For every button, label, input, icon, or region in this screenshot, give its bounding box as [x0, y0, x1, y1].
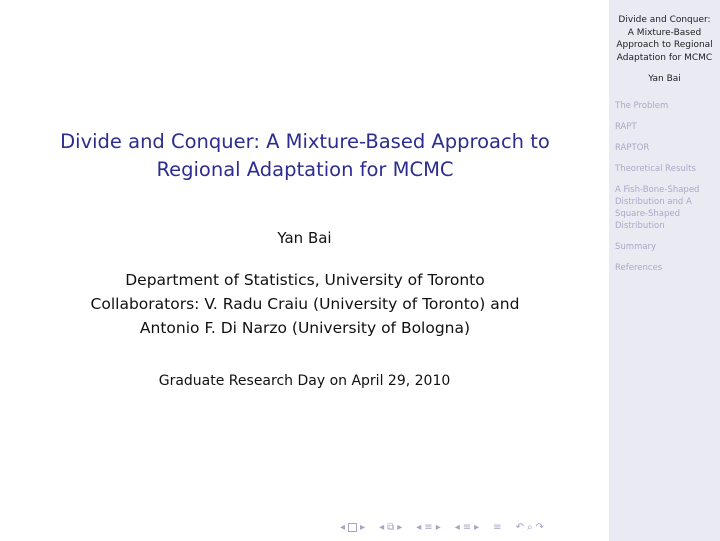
sidebar-item-summary[interactable]: Summary [615, 242, 657, 252]
nav-prev-section-icon[interactable]: ◂ [416, 521, 422, 533]
sidebar-item-rapt[interactable]: RAPT [615, 122, 637, 132]
sidebar-title-line: A Mixture-Based [627, 27, 702, 38]
nav-prev-frame-icon[interactable]: ◂ [340, 521, 346, 533]
sidebar-author: Yan Bai [648, 74, 681, 84]
slide-author: Yan Bai [277, 229, 332, 247]
sidebar-title-line: Adaptation for MCMC [616, 52, 713, 63]
sidebar-item-fish-bone[interactable] [615, 184, 715, 232]
sidebar-item-fish-bone-line: Square-Shaped [615, 209, 681, 219]
slide-title-line-1: Divide and Conquer: A Mixture-Based Approach to [60, 130, 550, 153]
beamer-navigation-bar [340, 520, 544, 534]
sidebar-item-fish-bone-line: Distribution [615, 221, 665, 231]
sidebar-title[interactable] [611, 14, 718, 64]
affiliation-line-1: Department of Statistics, University of Toronto [125, 271, 485, 289]
sidebar-item-raptor[interactable]: RAPTOR [615, 143, 650, 153]
nav-prev-subsection-icon[interactable]: ◂ [379, 521, 385, 533]
slide-event: Graduate Research Day on April 29, 2010 [158, 373, 451, 389]
affiliation-line-3: Antonio F. Di Narzo (University of Bologna) [139, 319, 471, 337]
sidebar-title-line: Divide and Conquer: [618, 15, 711, 25]
sidebar-item-fish-bone-line: Distribution and A [615, 197, 692, 207]
frame-icon[interactable] [348, 523, 357, 532]
section-icon[interactable]: ≡ [424, 521, 433, 533]
nav-next-frame-icon[interactable]: ▸ [360, 521, 366, 533]
nav-next-section-icon[interactable]: ▸ [435, 521, 441, 533]
sidebar-item-theoretical-results[interactable]: Theoretical Results [615, 164, 696, 174]
nav-next-document-icon[interactable]: ▸ [474, 521, 480, 533]
back-icon[interactable]: ↶ [515, 521, 524, 533]
forward-icon[interactable]: ↷ [535, 521, 544, 533]
sidebar-item-references[interactable]: References [615, 263, 663, 273]
subsection-icon[interactable]: ⧉ [387, 521, 395, 533]
sidebar-item-fish-bone-line: A Fish-Bone-Shaped [615, 185, 700, 195]
appendix-icon[interactable]: ≡ [493, 521, 502, 533]
nav-next-subsection-icon[interactable]: ▸ [397, 521, 403, 533]
slide-title-line-2: Regional Adaptation for MCMC [156, 158, 454, 181]
sidebar-item-the-problem[interactable]: The Problem [615, 101, 669, 111]
document-icon[interactable]: ≡ [462, 521, 472, 533]
sidebar-title-line: Approach to Regional [616, 40, 713, 51]
slide-affiliation [20, 268, 590, 340]
affiliation-line-2: Collaborators: V. Radu Craiu (University of Toronto) and [90, 295, 520, 313]
search-icon[interactable]: ⌕ [526, 521, 533, 533]
nav-prev-document-icon[interactable]: ◂ [454, 521, 460, 533]
sidebar-nav [615, 100, 715, 274]
slide-title [40, 128, 570, 184]
